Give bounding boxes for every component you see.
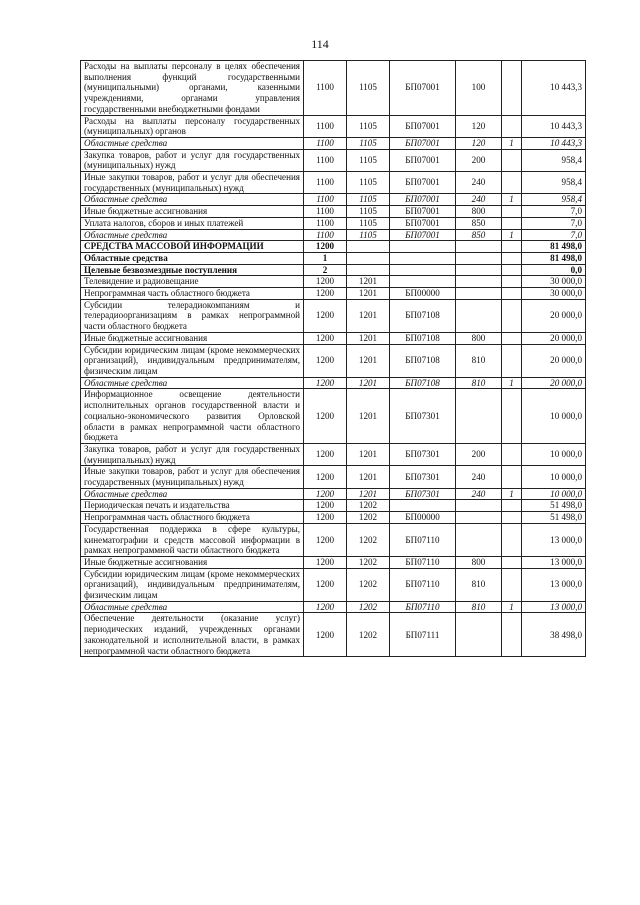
amount-cell: 10 000,0 xyxy=(522,443,586,465)
target-item-cell: БП07001 xyxy=(390,61,456,116)
section-code-cell: 1100 xyxy=(304,61,347,116)
table-row xyxy=(81,466,586,488)
target-item-cell: БП07110 xyxy=(390,601,456,613)
target-item-cell xyxy=(390,276,456,288)
expense-name-cell: Расходы на выплаты персоналу в целях обеспечения выполнения функций государственными (муниципальными) органами, казенными учреждениями, органами управления государственными внебюджетными фондами xyxy=(81,61,304,116)
expense-type-cell xyxy=(456,288,502,300)
amount-cell: 10 000,0 xyxy=(522,389,586,444)
amount-cell: 7,0 xyxy=(522,217,586,229)
section-code-cell: 1200 xyxy=(304,568,347,601)
funding-source-cell xyxy=(502,264,522,276)
target-item-cell: БП07110 xyxy=(390,556,456,568)
expense-name-cell: Непрограммная часть областного бюджета xyxy=(81,512,304,524)
section-code-cell: 1200 xyxy=(304,288,347,300)
funding-source-cell xyxy=(502,252,522,264)
subsection-code-cell: 1105 xyxy=(347,194,390,206)
expense-type-cell: 200 xyxy=(456,149,502,171)
funding-source-cell xyxy=(502,344,522,377)
amount-cell: 20 000,0 xyxy=(522,344,586,377)
expense-type-cell xyxy=(456,241,502,253)
target-item-cell xyxy=(390,252,456,264)
expense-name-cell: Областные средства xyxy=(81,194,304,206)
table-row xyxy=(81,217,586,229)
table-row xyxy=(81,556,586,568)
amount-cell: 38 498,0 xyxy=(522,613,586,657)
expense-type-cell: 850 xyxy=(456,217,502,229)
funding-source-cell xyxy=(502,443,522,465)
section-code-cell: 1200 xyxy=(304,488,347,500)
section-code-cell: 1200 xyxy=(304,601,347,613)
subsection-code-cell: 1201 xyxy=(347,466,390,488)
funding-source-cell xyxy=(502,568,522,601)
subsection-code-cell: 1105 xyxy=(347,206,390,218)
section-code-cell: 1200 xyxy=(304,466,347,488)
subsection-code-cell: 1201 xyxy=(347,276,390,288)
amount-cell: 81 498,0 xyxy=(522,241,586,253)
table-row xyxy=(81,149,586,171)
table-row xyxy=(81,568,586,601)
subsection-code-cell xyxy=(347,264,390,276)
amount-cell: 10 000,0 xyxy=(522,466,586,488)
expense-name-cell: Областные средства xyxy=(81,601,304,613)
amount-cell: 13 000,0 xyxy=(522,556,586,568)
amount-cell: 10 443,3 xyxy=(522,115,586,137)
funding-source-cell xyxy=(502,512,522,524)
target-item-cell xyxy=(390,500,456,512)
expense-type-cell: 800 xyxy=(456,556,502,568)
table-row xyxy=(81,344,586,377)
target-item-cell: БП07301 xyxy=(390,443,456,465)
expense-type-cell: 240 xyxy=(456,194,502,206)
expense-type-cell: 810 xyxy=(456,601,502,613)
target-item-cell: БП07301 xyxy=(390,466,456,488)
table-row xyxy=(81,601,586,613)
subsection-code-cell: 1202 xyxy=(347,523,390,556)
subsection-code-cell: 1105 xyxy=(347,217,390,229)
table-row xyxy=(81,500,586,512)
funding-source-cell xyxy=(502,613,522,657)
subsection-code-cell: 1202 xyxy=(347,500,390,512)
target-item-cell: БП07001 xyxy=(390,137,456,149)
subsection-code-cell: 1105 xyxy=(347,172,390,194)
expense-name-cell: Закупка товаров, работ и услуг для государственных (муниципальных) нужд xyxy=(81,443,304,465)
expense-type-cell: 810 xyxy=(456,568,502,601)
table-row xyxy=(81,443,586,465)
funding-source-cell xyxy=(502,389,522,444)
subsection-code-cell: 1201 xyxy=(347,332,390,344)
subsection-code-cell: 1201 xyxy=(347,288,390,300)
section-code-cell: 1100 xyxy=(304,194,347,206)
expense-name-cell: Целевые безвозмездные поступления xyxy=(81,264,304,276)
target-item-cell: БП07001 xyxy=(390,194,456,206)
expense-type-cell xyxy=(456,613,502,657)
table-row xyxy=(81,332,586,344)
funding-source-cell: 1 xyxy=(502,229,522,241)
expense-name-cell: Иные бюджетные ассигнования xyxy=(81,332,304,344)
section-code-cell: 1100 xyxy=(304,172,347,194)
section-code-cell: 1200 xyxy=(304,523,347,556)
section-code-cell: 1200 xyxy=(304,344,347,377)
expense-name-cell: Областные средства xyxy=(81,252,304,264)
budget-table-body xyxy=(81,61,586,657)
funding-source-cell: 1 xyxy=(502,137,522,149)
target-item-cell: БП00000 xyxy=(390,288,456,300)
subsection-code-cell: 1105 xyxy=(347,61,390,116)
target-item-cell: БП07301 xyxy=(390,488,456,500)
subsection-code-cell: 1201 xyxy=(347,488,390,500)
funding-source-cell: 1 xyxy=(502,377,522,389)
expense-name-cell: Иные закупки товаров, работ и услуг для обеспечения государственных (муниципальных) нужд xyxy=(81,466,304,488)
funding-source-cell xyxy=(502,556,522,568)
amount-cell: 10 443,3 xyxy=(522,137,586,149)
subsection-code-cell: 1201 xyxy=(347,344,390,377)
funding-source-cell xyxy=(502,172,522,194)
table-row xyxy=(81,137,586,149)
subsection-code-cell: 1202 xyxy=(347,613,390,657)
expense-type-cell: 120 xyxy=(456,137,502,149)
target-item-cell xyxy=(390,241,456,253)
expense-type-cell: 810 xyxy=(456,344,502,377)
target-item-cell: БП07108 xyxy=(390,344,456,377)
expense-name-cell: Расходы на выплаты персоналу государственных (муниципальных) органов xyxy=(81,115,304,137)
section-code-cell: 1100 xyxy=(304,229,347,241)
subsection-code-cell xyxy=(347,252,390,264)
section-code-cell: 1200 xyxy=(304,443,347,465)
expense-name-cell: Иные бюджетные ассигнования xyxy=(81,206,304,218)
table-row xyxy=(81,613,586,657)
expense-name-cell: Иные закупки товаров, работ и услуг для обеспечения государственных (муниципальных) нужд xyxy=(81,172,304,194)
amount-cell: 958,4 xyxy=(522,172,586,194)
expense-name-cell: Субсидии юридическим лицам (кроме некоммерческих организаций), индивидуальным предпринимателям, физическим лицам xyxy=(81,568,304,601)
section-code-cell: 1100 xyxy=(304,206,347,218)
amount-cell: 51 498,0 xyxy=(522,512,586,524)
table-row xyxy=(81,523,586,556)
expense-name-cell: Областные средства xyxy=(81,488,304,500)
section-code-cell: 1100 xyxy=(304,217,347,229)
table-row xyxy=(81,276,586,288)
expense-type-cell xyxy=(456,512,502,524)
section-code-cell: 1100 xyxy=(304,149,347,171)
expense-type-cell: 240 xyxy=(456,466,502,488)
expense-name-cell: Телевидение и радиовещание xyxy=(81,276,304,288)
expense-type-cell: 100 xyxy=(456,61,502,116)
subsection-code-cell: 1201 xyxy=(347,389,390,444)
table-row xyxy=(81,389,586,444)
target-item-cell: БП07110 xyxy=(390,568,456,601)
section-code-cell: 1200 xyxy=(304,377,347,389)
table-row xyxy=(81,512,586,524)
amount-cell: 7,0 xyxy=(522,229,586,241)
target-item-cell: БП07001 xyxy=(390,115,456,137)
funding-source-cell xyxy=(502,466,522,488)
table-row xyxy=(81,488,586,500)
subsection-code-cell: 1105 xyxy=(347,115,390,137)
expense-name-cell: Иные бюджетные ассигнования xyxy=(81,556,304,568)
subsection-code-cell: 1201 xyxy=(347,299,390,332)
target-item-cell: БП00000 xyxy=(390,512,456,524)
amount-cell: 13 000,0 xyxy=(522,601,586,613)
table-row xyxy=(81,299,586,332)
amount-cell: 10 443,3 xyxy=(522,61,586,116)
expense-type-cell xyxy=(456,500,502,512)
expense-name-cell: Закупка товаров, работ и услуг для государственных (муниципальных) нужд xyxy=(81,149,304,171)
table-row xyxy=(81,115,586,137)
amount-cell: 30 000,0 xyxy=(522,276,586,288)
expense-name-cell: Областные средства xyxy=(81,229,304,241)
expense-name-cell: Непрограммная часть областного бюджета xyxy=(81,288,304,300)
expense-name-cell: СРЕДСТВА МАССОВОЙ ИНФОРМАЦИИ xyxy=(81,241,304,253)
target-item-cell: БП07111 xyxy=(390,613,456,657)
funding-source-cell xyxy=(502,206,522,218)
funding-source-cell xyxy=(502,332,522,344)
section-code-cell: 1200 xyxy=(304,332,347,344)
expense-type-cell xyxy=(456,264,502,276)
section-code-cell: 1100 xyxy=(304,115,347,137)
expense-type-cell: 850 xyxy=(456,229,502,241)
subsection-code-cell xyxy=(347,241,390,253)
section-code-cell: 1200 xyxy=(304,556,347,568)
expense-type-cell: 240 xyxy=(456,488,502,500)
amount-cell: 20 000,0 xyxy=(522,299,586,332)
expense-name-cell: Субсидии юридическим лицам (кроме некоммерческих организаций), индивидуальным предпринимателям, физическим лицам xyxy=(81,344,304,377)
amount-cell: 13 000,0 xyxy=(522,568,586,601)
target-item-cell: БП07108 xyxy=(390,377,456,389)
section-code-cell: 1200 xyxy=(304,500,347,512)
section-code-cell: 1 xyxy=(304,252,347,264)
funding-source-cell: 1 xyxy=(502,601,522,613)
expense-type-cell: 120 xyxy=(456,115,502,137)
subsection-code-cell: 1105 xyxy=(347,149,390,171)
funding-source-cell xyxy=(502,276,522,288)
expense-type-cell xyxy=(456,389,502,444)
amount-cell: 51 498,0 xyxy=(522,500,586,512)
amount-cell: 958,4 xyxy=(522,194,586,206)
target-item-cell: БП07110 xyxy=(390,523,456,556)
target-item-cell: БП07108 xyxy=(390,332,456,344)
expense-name-cell: Периодическая печать и издательства xyxy=(81,500,304,512)
expense-type-cell: 800 xyxy=(456,206,502,218)
funding-source-cell xyxy=(502,500,522,512)
expense-type-cell: 240 xyxy=(456,172,502,194)
target-item-cell: БП07001 xyxy=(390,172,456,194)
expense-type-cell xyxy=(456,276,502,288)
funding-source-cell xyxy=(502,241,522,253)
funding-source-cell xyxy=(502,149,522,171)
amount-cell: 0,0 xyxy=(522,264,586,276)
subsection-code-cell: 1105 xyxy=(347,229,390,241)
target-item-cell: БП07001 xyxy=(390,217,456,229)
subsection-code-cell: 1202 xyxy=(347,556,390,568)
amount-cell: 10 000,0 xyxy=(522,488,586,500)
table-row xyxy=(81,61,586,116)
section-code-cell: 2 xyxy=(304,264,347,276)
amount-cell: 30 000,0 xyxy=(522,288,586,300)
table-row xyxy=(81,288,586,300)
amount-cell: 7,0 xyxy=(522,206,586,218)
expense-name-cell: Обеспечение деятельности (оказание услуг) периодических изданий, учрежденных органами законодательной и исполнительной власти, в рамках непрограммной части областного бюджета xyxy=(81,613,304,657)
table-row xyxy=(81,172,586,194)
target-item-cell: БП07001 xyxy=(390,229,456,241)
target-item-cell: БП07001 xyxy=(390,149,456,171)
subsection-code-cell: 1105 xyxy=(347,137,390,149)
section-code-cell: 1200 xyxy=(304,276,347,288)
funding-source-cell: 1 xyxy=(502,194,522,206)
expense-name-cell: Областные средства xyxy=(81,137,304,149)
funding-source-cell xyxy=(502,115,522,137)
target-item-cell: БП07001 xyxy=(390,206,456,218)
subsection-code-cell: 1201 xyxy=(347,443,390,465)
amount-cell: 81 498,0 xyxy=(522,252,586,264)
section-code-cell: 1100 xyxy=(304,137,347,149)
subsection-code-cell: 1202 xyxy=(347,601,390,613)
funding-source-cell xyxy=(502,299,522,332)
section-code-cell: 1200 xyxy=(304,613,347,657)
section-code-cell: 1200 xyxy=(304,299,347,332)
table-row xyxy=(81,194,586,206)
subsection-code-cell: 1201 xyxy=(347,377,390,389)
funding-source-cell xyxy=(502,61,522,116)
expense-type-cell: 800 xyxy=(456,332,502,344)
table-row xyxy=(81,229,586,241)
expense-type-cell: 200 xyxy=(456,443,502,465)
target-item-cell xyxy=(390,264,456,276)
amount-cell: 20 000,0 xyxy=(522,332,586,344)
subsection-code-cell: 1202 xyxy=(347,512,390,524)
expense-name-cell: Информационное освещение деятельности исполнительных органов государственной власти и социально-экономического развития Орловской области в рамках непрограммной части областного бюджета xyxy=(81,389,304,444)
amount-cell: 20 000,0 xyxy=(522,377,586,389)
table-row xyxy=(81,241,586,253)
table-row xyxy=(81,377,586,389)
expense-type-cell xyxy=(456,252,502,264)
expense-name-cell: Государственная поддержка в сфере культуры, кинематографии и средств массовой информации в рамках непрограммной части областного бюджета xyxy=(81,523,304,556)
expense-type-cell: 810 xyxy=(456,377,502,389)
section-code-cell: 1200 xyxy=(304,389,347,444)
table-row xyxy=(81,264,586,276)
funding-source-cell: 1 xyxy=(502,488,522,500)
amount-cell: 13 000,0 xyxy=(522,523,586,556)
expense-name-cell: Уплата налогов, сборов и иных платежей xyxy=(81,217,304,229)
expense-name-cell: Областные средства xyxy=(81,377,304,389)
funding-source-cell xyxy=(502,288,522,300)
amount-cell: 958,4 xyxy=(522,149,586,171)
funding-source-cell xyxy=(502,523,522,556)
table-row xyxy=(81,252,586,264)
funding-source-cell xyxy=(502,217,522,229)
page-number: 114 xyxy=(311,37,329,51)
expense-type-cell xyxy=(456,299,502,332)
section-code-cell: 1200 xyxy=(304,512,347,524)
budget-table xyxy=(80,60,586,657)
table-row xyxy=(81,206,586,218)
subsection-code-cell: 1202 xyxy=(347,568,390,601)
target-item-cell: БП07301 xyxy=(390,389,456,444)
section-code-cell: 1200 xyxy=(304,241,347,253)
expense-type-cell xyxy=(456,523,502,556)
expense-name-cell: Субсидии телерадиокомпаниям и телерадиоорганизациям в рамках непрограммной части областного бюджета xyxy=(81,299,304,332)
target-item-cell: БП07108 xyxy=(390,299,456,332)
